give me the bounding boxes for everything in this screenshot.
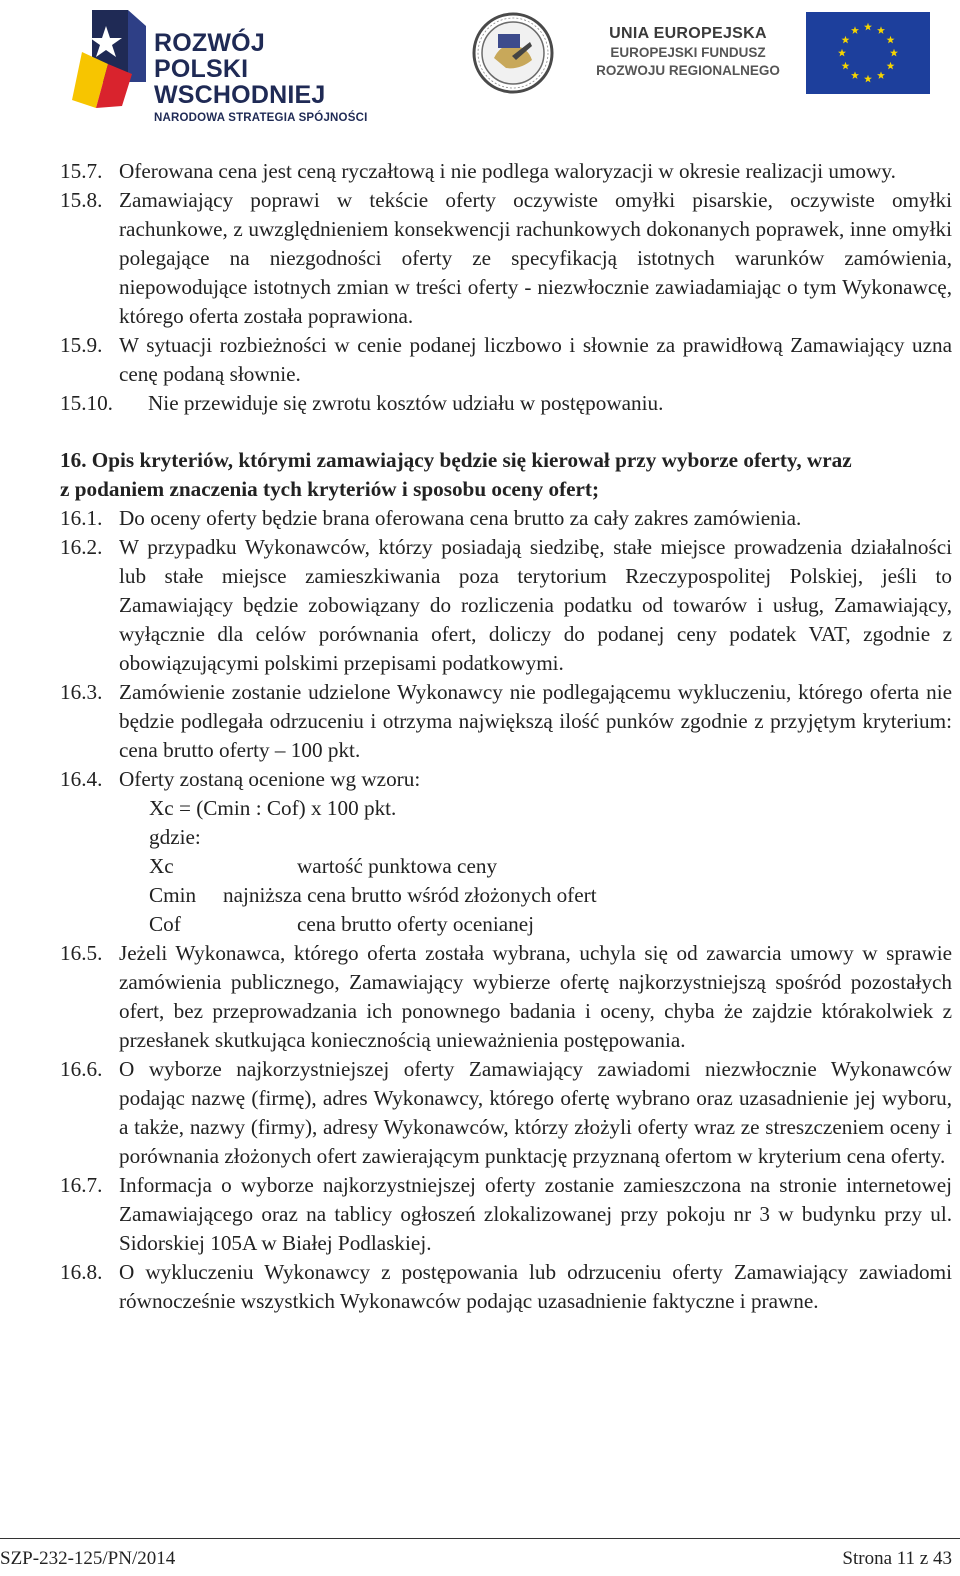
item-number: 16.4. <box>60 767 103 791</box>
item-text: Informacja o wyborze najkorzystniejszej oferty zostanie zamieszczona na stronie internetowej Zamawiającego oraz na tablicy ogłoszeń zlokalizowanej przy pokoju nr 3 w budynku przy ul. Sidorskiej 105A w Białej Podlaskiej. <box>119 1173 952 1255</box>
section-16-heading <box>60 446 952 504</box>
eu-flag-icon <box>806 12 930 94</box>
item-number: 15.7. <box>60 159 103 183</box>
list-item <box>60 1055 952 1171</box>
rpw-line1: ROZWÓJ <box>154 29 265 57</box>
item-number: 16.3. <box>60 680 103 704</box>
definition-description: najniższa cena brutto wśród złożonych ofert <box>223 883 597 907</box>
item-text: Jeżeli Wykonawca, którego oferta została wybrana, uchyla się od zawarcia umowy w sprawie zamówienia publicznego, Zamawiający wybierze ofertę najkorzystniejszą spośród pozostałych ofert, bez przeprowadzania ich ponownego badania i oceny, chyba że zajdzie którakolwiek z przesłanek skutkująca koniecznością unieważnienia postępowania. <box>119 941 952 1052</box>
definition-term: Cof <box>149 912 181 936</box>
item-text: W sytuacji rozbieżności w cenie podanej liczbowo i słownie za prawidłową Zamawiający uzna cenę podaną słownie. <box>119 333 952 386</box>
section-heading-line1 <box>60 446 952 475</box>
eu-line1: UNIA EUROPEJSKA <box>609 25 767 42</box>
item-text: Nie przewiduje się zwrotu kosztów udziału w postępowaniu. <box>148 391 664 415</box>
document-reference: SZP-232-125/PN/2014 <box>0 1548 176 1569</box>
section-15-items <box>60 157 952 418</box>
list-item <box>60 331 952 389</box>
formula-definition <box>60 881 952 910</box>
document-body <box>60 157 952 1316</box>
list-item <box>60 504 952 533</box>
list-item <box>60 1258 952 1316</box>
item-text: O wykluczeniu Wykonawcy z postępowania lub odrzuceniu oferty Zamawiający zawiadomi równocześnie wszystkich Wykonawców podając uzasadnienie faktyczne i prawne. <box>119 1260 952 1313</box>
item-number: 15.10. <box>60 391 113 415</box>
list-item <box>60 1171 952 1258</box>
list-item <box>60 765 952 794</box>
page-number: Strona 11 z 43 <box>842 1548 952 1569</box>
definition-description: cena brutto oferty ocenianej <box>297 912 535 936</box>
item-number: 16.7. <box>60 1173 103 1197</box>
item-number: 16.1. <box>60 506 103 530</box>
item-text: Oferowana cena jest ceną ryczałtową i nie podlega waloryzacji w okresie realizacji umowy. <box>119 159 896 183</box>
formula-expression: Xc = (Cmin : Cof) x 100 pkt. <box>149 796 397 820</box>
list-item <box>60 186 952 331</box>
item-text: Do oceny oferty będzie brana oferowana cena brutto za cały zakres zamówienia. <box>119 506 802 530</box>
list-item <box>60 939 952 1055</box>
item-number: 16.8. <box>60 1260 103 1284</box>
definition-description: wartość punktowa ceny <box>297 854 498 878</box>
rpw-emblem-icon <box>62 4 154 108</box>
item-number: 15.9. <box>60 333 103 357</box>
item-text: W przypadku Wykonawców, którzy posiadają siedzibę, stałe miejsce prowadzenia działalności lub stałe miejsce zamieszkiwania poza terytorium Rzeczypospolitej Polskiej, jeśli to Zamawiający będzie zobowiązany do rozliczenia podatku od towarów i usług, Zamawiający, wyłącznie dla celów porównania ofert, doliczy do podanej ceny podatek VAT, zgodnie z obowiązującymi polskimi przepisami podatkowymi. <box>119 535 952 675</box>
section-title-cont: z podaniem znaczenia tych kryteriów i sposobu oceny ofert; <box>60 477 600 501</box>
formula-definition <box>60 910 952 939</box>
item-number: 16.2. <box>60 535 103 559</box>
unia-europejska-logo <box>582 12 930 94</box>
formula-definition <box>60 852 952 881</box>
item-text: Zamówienie zostanie udzielone Wykonawcy nie podlegającemu wykluczeniu, którego oferta nie będzie podlegała odrzuceniu i otrzyma największą ilość punków zgodnie z przyjętym kryterium: cena brutto oferty – 100 pkt. <box>119 680 952 762</box>
rpw-line3: NARODOWA STRATEGIA SPÓJNOŚCI <box>154 112 368 124</box>
price-formula <box>60 794 952 939</box>
list-item <box>60 157 952 186</box>
institution-seal-icon <box>472 12 554 94</box>
item-text: O wyborze najkorzystniejszej oferty Zamawiający zawiadomi niezwłocznie Wykonawców podając nazwę (firmę), adres Wykonawcy, którego ofertę wybrano oraz uzasadnienie jej wyboru, a także, nazwy (firmy), adresy Wykonawców, którzy złożyli oferty wraz ze streszczeniem oceny i porównania złożonych ofert zawierającym punktację przyznaną ofertom w kryterium cena oferty. <box>119 1057 952 1168</box>
section-16-items-continued <box>60 939 952 1316</box>
item-text: Zamawiający poprawi w tekście oferty oczywiste omyłki pisarskie, oczywiste omyłki rachunkowe, z uwzględnieniem konsekwencji rachunkowych dokonanych poprawek, inne omyłki polegające na niezgodności oferty ze specyfikacją istotnych warunków zamówienia, niepowodujące istotnych zmian w treści oferty - niezwłocznie zawiadamiając o tym Wykonawcę, którego oferta została poprawiona. <box>119 188 952 328</box>
item-number: 16.5. <box>60 941 103 965</box>
list-item <box>60 678 952 765</box>
section-16-items <box>60 504 952 794</box>
definition-term: Xc <box>149 854 174 878</box>
page-header <box>0 0 960 124</box>
list-item <box>60 533 952 678</box>
section-heading-line2 <box>60 475 952 504</box>
item-number: 16.6. <box>60 1057 103 1081</box>
item-text: Oferty zostaną ocenione wg wzoru: <box>119 767 421 791</box>
footer-divider <box>0 1538 960 1539</box>
eu-line3: ROZWOJU REGIONALNEGO <box>596 63 780 78</box>
formula-where: gdzie: <box>149 825 201 849</box>
rpw-line2: POLSKI WSCHODNIEJ <box>154 55 326 109</box>
rozwoj-polski-wschodniej-logo <box>62 4 422 124</box>
eu-line2: EUROPEJSKI FUNDUSZ <box>610 45 766 60</box>
section-number: 16. <box>60 448 87 472</box>
definition-term: Cmin <box>149 883 197 907</box>
list-item <box>60 389 952 418</box>
item-number: 15.8. <box>60 188 103 212</box>
section-title: Opis kryteriów, którymi zamawiający będzie się kierował przy wyborze oferty, wraz <box>91 448 852 472</box>
